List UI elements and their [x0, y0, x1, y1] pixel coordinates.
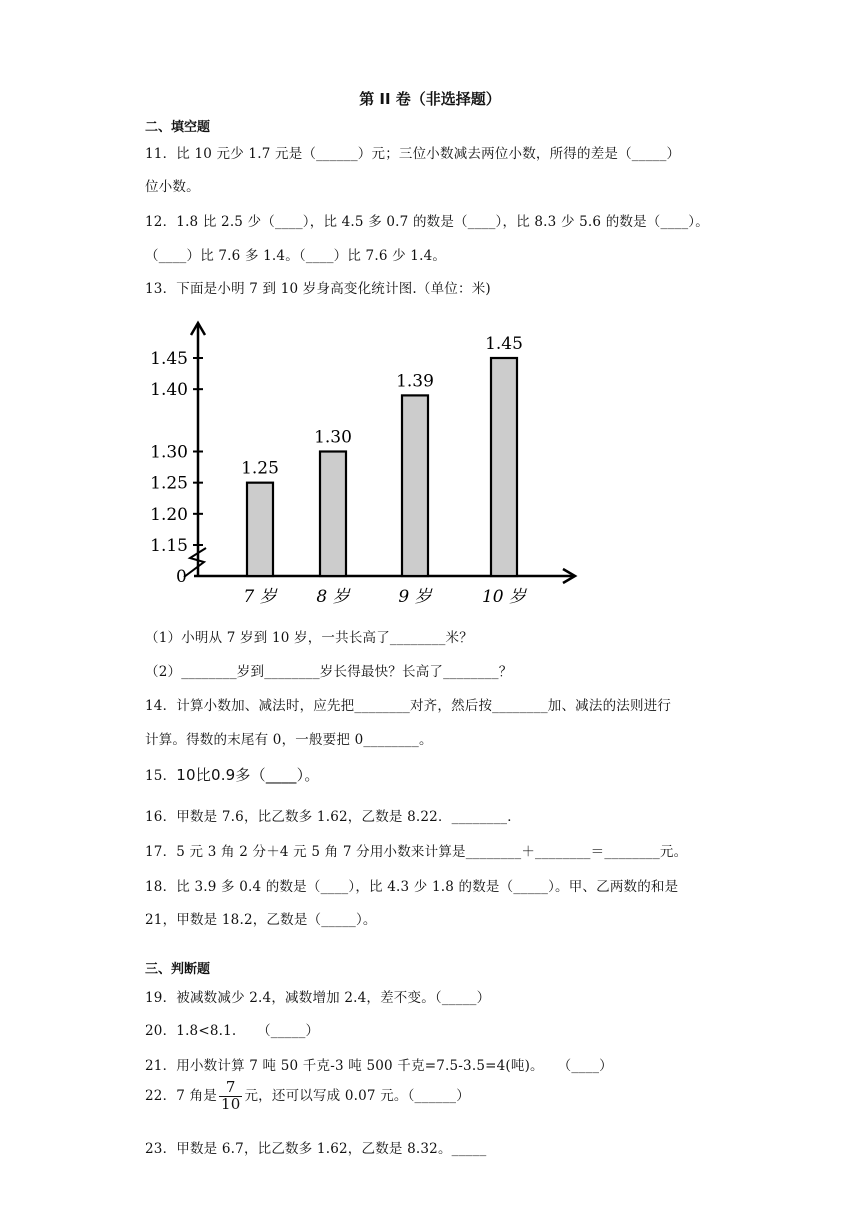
question-12-line-2: （____）比 7.6 多 1.4。（____）比 7.6 少 1.4。: [145, 248, 447, 264]
question-19: 19．被减数减少 2.4，减数增加 2.4，差不变。（_____）: [145, 990, 491, 1006]
x-category-label: 10 岁: [481, 587, 527, 607]
bar-value-label: 1.45: [485, 334, 523, 354]
question-17: 17．5 元 3 角 2 分＋4 元 5 角 7 分用小数来计算是________＋________＝________元。: [145, 844, 688, 860]
question-15-number: 15．: [145, 768, 177, 784]
x-category-label: 7 岁: [243, 587, 277, 607]
question-22: [145, 1080, 470, 1113]
bar-value-label: 1.39: [396, 371, 434, 392]
question-13-part-2: （2）________岁到________岁长得最快？长高了________？: [145, 664, 513, 680]
bar: [247, 483, 273, 576]
question-12-line-1: 12．1.8 比 2.5 少（____），比 4.5 多 0.7 的数是（____），比 8.3 少 5.6 的数是（____）。: [145, 214, 709, 230]
bar-value-label: 1.30: [314, 427, 352, 448]
question-21: 21．用小数计算 7 吨 50 千克-3 吨 500 千克=7.5-3.5=4(吨)。 （____）: [145, 1058, 613, 1074]
bar-value-label: 1.25: [241, 458, 279, 479]
fraction-numerator: 7: [219, 1080, 243, 1097]
question-22-suffix: 元，还可以写成 0.07 元。（______）: [244, 1087, 470, 1104]
fraction-denominator: 10: [220, 1094, 241, 1113]
question-18-line-2: 21，甲数是 18.2，乙数是（_____）。: [145, 912, 377, 928]
page-title: 第 II 卷（非选择题）: [359, 90, 501, 108]
y-tick-label: 1.20: [150, 504, 188, 525]
bar: [491, 358, 517, 576]
y-tick-label: 1.45: [150, 349, 188, 369]
y-tick-label: 1.40: [150, 380, 188, 401]
question-18-line-1: 18．比 3.9 多 0.4 的数是（____），比 4.3 少 1.8 的数是（_____）。甲、乙两数的和是: [145, 879, 679, 895]
section-fill-blank-heading: 二、填空题: [145, 120, 211, 135]
question-13-part-1: （1）小明从 7 岁到 10 岁，一共长高了________米？: [145, 630, 473, 646]
question-23: 23．甲数是 6.7，比乙数多 1.62，乙数是 8.32。_____: [145, 1141, 487, 1157]
question-22-prefix: 22．7 角是: [145, 1087, 217, 1104]
bar: [402, 395, 428, 576]
height-bar-chart: [140, 315, 590, 610]
y-tick-label: 0: [176, 567, 187, 587]
question-11-line-2: 位小数。: [145, 179, 200, 195]
question-16: 16．甲数是 7.6，比乙数多 1.62，乙数是 8.22．________．: [145, 809, 521, 825]
question-15: [145, 764, 320, 785]
fraction-seven-tenths: [219, 1080, 243, 1113]
question-11-line-1: 11．比 10 元少 1.7 元是（______）元；三位小数减去两位小数，所得的差是（_____）: [145, 146, 681, 162]
y-tick-label: 1.30: [150, 442, 188, 463]
question-13-prompt: 13．下面是小明 7 到 10 岁身高变化统计图.（单位：米): [145, 281, 491, 297]
question-20: 20．1.8<8.1. （_____）: [145, 1023, 320, 1039]
question-15-text: 10比0.9多（____）。: [176, 766, 320, 784]
question-14-line-1: 14．计算小数加、减法时，应先把________对齐，然后按________加、减法的法则进行: [145, 698, 672, 714]
section-true-false-heading: 三、判断题: [145, 962, 211, 977]
y-tick-label: 1.15: [150, 536, 188, 556]
bar: [320, 452, 346, 577]
question-14-line-2: 计算。得数的末尾有 0，一般要把 0________。: [145, 732, 433, 748]
y-tick-label: 1.25: [150, 473, 188, 494]
x-category-label: 8 岁: [316, 587, 350, 607]
x-category-label: 9 岁: [398, 587, 432, 607]
